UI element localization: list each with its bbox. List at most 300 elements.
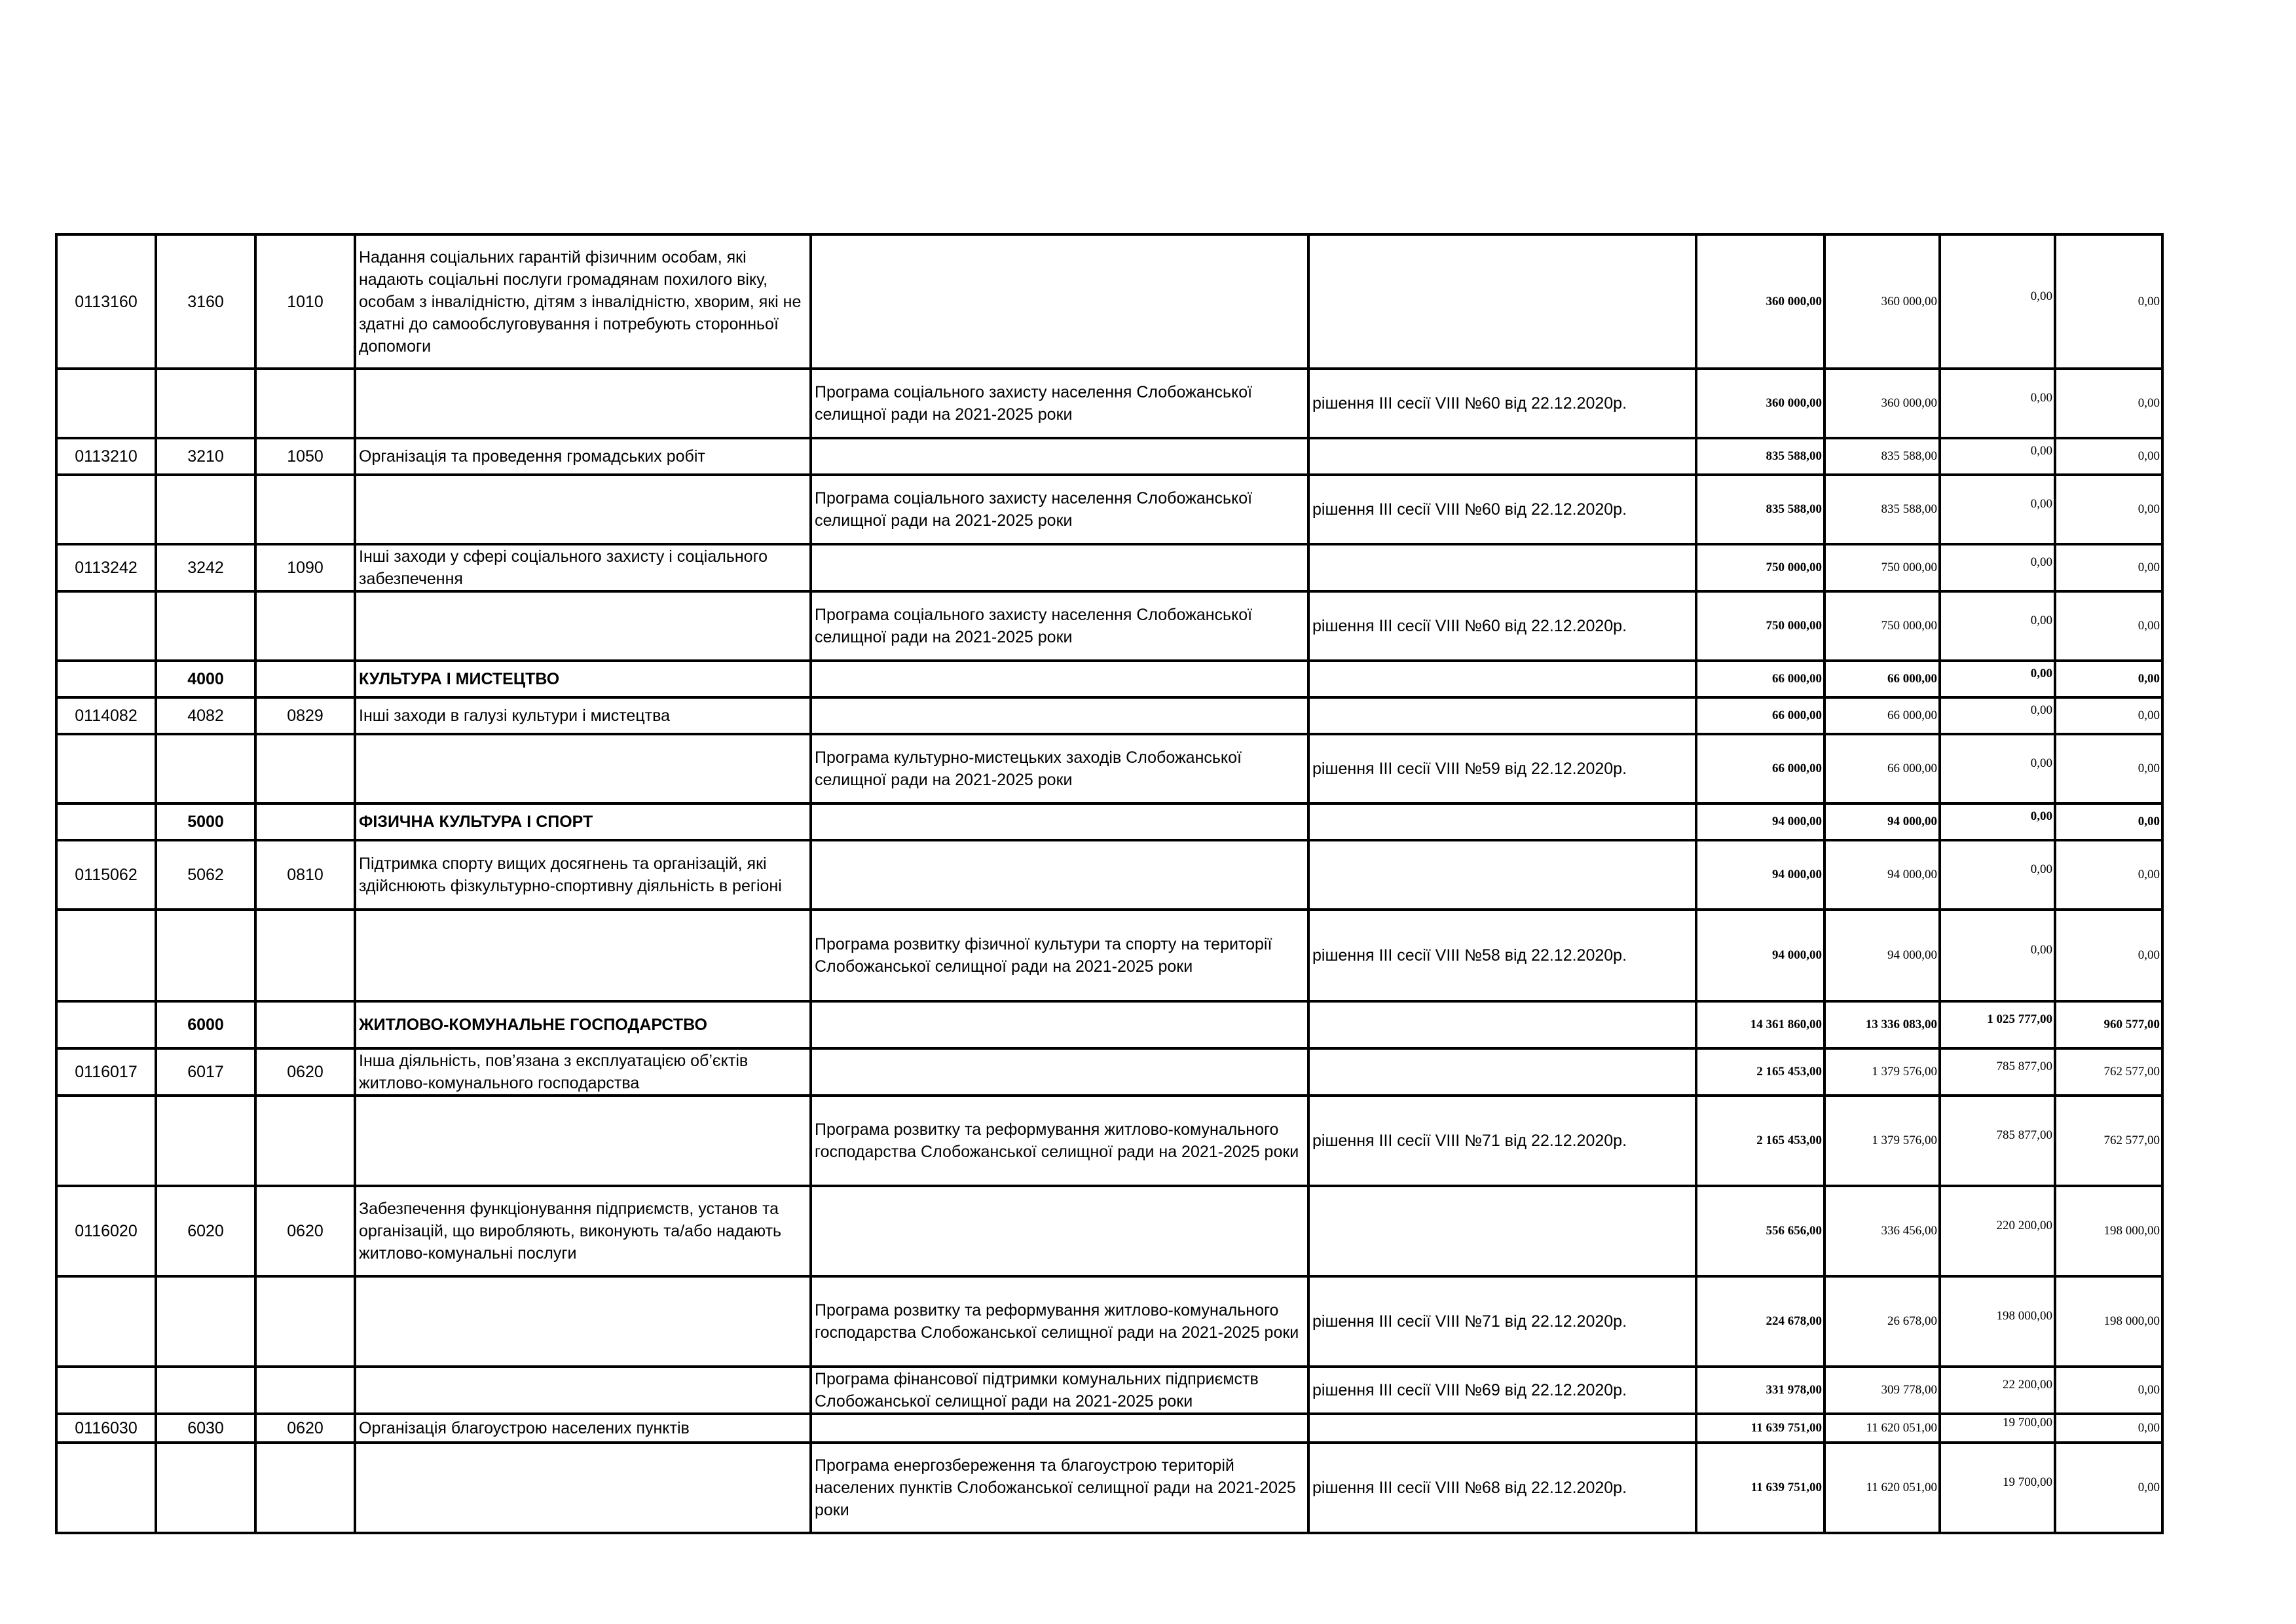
development-budget-cell: [2055, 1048, 2162, 1096]
special-fund-cell-value: 0,00: [2030, 497, 2052, 511]
programme-code-cell-value: 0114082: [75, 707, 138, 725]
name-cell: [355, 438, 811, 475]
decision-cell: [1308, 697, 1696, 734]
decision-cell: [1308, 1096, 1696, 1186]
development-budget-cell: [2055, 438, 2162, 475]
name-cell: [355, 1186, 811, 1276]
kfkv-code-cell: [255, 1443, 355, 1533]
kpkv-code-cell-value: 6000: [187, 1016, 224, 1034]
total-cell: [1696, 803, 1824, 840]
decision-cell: [1308, 591, 1696, 661]
general-fund-cell: [1824, 591, 1940, 661]
table-row: [56, 697, 2162, 734]
decision-cell-value: рішення ІІІ сесії VIII №71 від 22.12.2020р.: [1312, 1132, 1627, 1150]
table-row: [56, 910, 2162, 1001]
general-fund-cell-value: 360 000,00: [1881, 294, 1937, 308]
kfkv-code-cell-value: 1050: [287, 447, 324, 466]
programme-code-cell: [56, 1048, 156, 1096]
programme-code-cell: [56, 438, 156, 475]
total-cell: [1696, 697, 1824, 734]
kpkv-code-cell: [156, 1096, 255, 1186]
kpkv-code-cell: [156, 803, 255, 840]
decision-cell: [1308, 840, 1696, 910]
kpkv-code-cell: [156, 840, 255, 910]
general-fund-cell-value: 66 000,00: [1887, 672, 1937, 686]
table-row: [56, 803, 2162, 840]
name-cell-value: Організація благоустрою населених пунктів: [359, 1419, 690, 1437]
kfkv-code-cell-value: 0620: [287, 1063, 324, 1081]
kpkv-code-cell-value: 4000: [187, 670, 224, 688]
general-fund-cell: [1824, 234, 1940, 369]
program-cell: [811, 1096, 1308, 1186]
programme-code-cell: [56, 1001, 156, 1048]
total-cell-value: 2 165 453,00: [1756, 1134, 1822, 1147]
special-fund-cell-value: 785 877,00: [1996, 1060, 2052, 1073]
name-cell-value: ЖИТЛОВО-КОМУНАЛЬНЕ ГОСПОДАРСТВО: [359, 1016, 708, 1034]
program-cell: [811, 1443, 1308, 1533]
total-cell-value: 224 678,00: [1766, 1314, 1822, 1328]
development-budget-cell: [2055, 591, 2162, 661]
general-fund-cell: [1824, 1443, 1940, 1533]
development-budget-cell: [2055, 803, 2162, 840]
program-cell-value: Програма соціального захисту населення Слобожанської селищної ради на 2021-2025 роки: [815, 383, 1253, 424]
kfkv-code-cell: [255, 1367, 355, 1414]
table-row: [56, 1276, 2162, 1367]
general-fund-cell: [1824, 1367, 1940, 1414]
total-cell: [1696, 734, 1824, 803]
special-fund-cell-value: 0,00: [2030, 809, 2052, 823]
general-fund-cell-value: 66 000,00: [1887, 762, 1937, 775]
total-cell: [1696, 840, 1824, 910]
kfkv-code-cell-value: 0620: [287, 1419, 324, 1437]
general-fund-cell: [1824, 803, 1940, 840]
kpkv-code-cell-value: 6017: [187, 1063, 224, 1081]
general-fund-cell: [1824, 544, 1940, 591]
development-budget-cell: [2055, 234, 2162, 369]
program-cell-value: Програма розвитку та реформування житлово-комунального господарства Слобожанської селищної ради на 2021-2025 роки: [815, 1120, 1299, 1161]
general-fund-cell: [1824, 369, 1940, 438]
program-cell-value: Програма розвитку та реформування житлово-комунального господарства Слобожанської селищної ради на 2021-2025 роки: [815, 1301, 1299, 1342]
kfkv-code-cell: [255, 661, 355, 697]
programme-code-cell: [56, 1443, 156, 1533]
total-cell: [1696, 234, 1824, 369]
special-fund-cell: [1940, 1367, 2055, 1414]
program-cell: [811, 840, 1308, 910]
special-fund-cell: [1940, 234, 2055, 369]
development-budget-cell-value: 0,00: [2138, 672, 2160, 686]
special-fund-cell: [1940, 734, 2055, 803]
decision-cell: [1308, 910, 1696, 1001]
special-fund-cell-value: 0,00: [2030, 555, 2052, 569]
program-cell: [811, 1276, 1308, 1367]
kpkv-code-cell: [156, 1276, 255, 1367]
development-budget-cell-value: 0,00: [2138, 948, 2160, 962]
kfkv-code-cell: [255, 1001, 355, 1048]
name-cell-value: Підтримка спорту вищих досягнень та організацій, які здійснюють фізкультурно-спортивну діяльність в регіоні: [359, 855, 782, 895]
total-cell-value: 11 639 751,00: [1750, 1481, 1822, 1494]
name-cell: [355, 734, 811, 803]
program-cell: [811, 910, 1308, 1001]
kfkv-code-cell: [255, 1096, 355, 1186]
development-budget-cell: [2055, 840, 2162, 910]
total-cell-value: 14 361 860,00: [1750, 1018, 1822, 1031]
kfkv-code-cell: [255, 697, 355, 734]
name-cell: [355, 661, 811, 697]
development-budget-cell: [2055, 1186, 2162, 1276]
general-fund-cell-value: 94 000,00: [1887, 868, 1937, 881]
name-cell-value: КУЛЬТУРА І МИСТЕЦТВО: [359, 670, 560, 688]
total-cell: [1696, 1096, 1824, 1186]
program-cell-value: Програма фінансової підтримки комунальних підприємств Слобожанської селищної ради на 2021-2025 роки: [815, 1370, 1259, 1411]
program-cell-value: Програма соціального захисту населення Слобожанської селищної ради на 2021-2025 роки: [815, 489, 1253, 530]
special-fund-cell: [1940, 544, 2055, 591]
total-cell-value: 360 000,00: [1766, 396, 1822, 410]
program-cell: [811, 475, 1308, 544]
general-fund-cell: [1824, 1096, 1940, 1186]
general-fund-cell-value: 11 620 051,00: [1866, 1421, 1937, 1435]
total-cell: [1696, 544, 1824, 591]
kpkv-code-cell-value: 6030: [187, 1419, 224, 1437]
programme-code-cell: [56, 1414, 156, 1443]
table-row: [56, 1001, 2162, 1048]
general-fund-cell: [1824, 661, 1940, 697]
table-row: [56, 544, 2162, 591]
general-fund-cell: [1824, 1186, 1940, 1276]
development-budget-cell: [2055, 1096, 2162, 1186]
special-fund-cell: [1940, 803, 2055, 840]
special-fund-cell: [1940, 697, 2055, 734]
name-cell: [355, 1414, 811, 1443]
name-cell-value: Інша діяльність, пов’язана з експлуатацією об’єктів житлово-комунального господарства: [359, 1052, 749, 1092]
development-budget-cell-value: 762 577,00: [2103, 1134, 2160, 1147]
program-cell: [811, 234, 1308, 369]
decision-cell-value: рішення ІІІ сесії VIII №68 від 22.12.2020р.: [1312, 1479, 1627, 1497]
programme-code-cell-value: 0116030: [75, 1419, 138, 1437]
program-cell-value: Програма розвитку фізичної культури та спорту на території Слобожанської селищної ради на 2021-2025 роки: [815, 935, 1272, 976]
general-fund-cell: [1824, 910, 1940, 1001]
special-fund-cell: [1940, 591, 2055, 661]
general-fund-cell: [1824, 697, 1940, 734]
decision-cell-value: рішення ІІІ сесії VIII №59 від 22.12.2020р.: [1312, 760, 1627, 778]
total-cell-value: 835 588,00: [1766, 449, 1822, 463]
programme-code-cell: [56, 661, 156, 697]
special-fund-cell-value: 220 200,00: [1996, 1219, 2052, 1232]
decision-cell-value: рішення ІІІ сесії VIII №71 від 22.12.2020р.: [1312, 1312, 1627, 1331]
special-fund-cell-value: 0,00: [2030, 703, 2052, 717]
special-fund-cell-value: 0,00: [2030, 614, 2052, 627]
kfkv-code-cell: [255, 1276, 355, 1367]
kpkv-code-cell: [156, 1048, 255, 1096]
total-cell: [1696, 438, 1824, 475]
special-fund-cell: [1940, 1186, 2055, 1276]
kfkv-code-cell: [255, 591, 355, 661]
general-fund-cell-value: 13 336 083,00: [1865, 1018, 1937, 1031]
general-fund-cell-value: 336 456,00: [1881, 1224, 1937, 1238]
kfkv-code-cell-value: 0829: [287, 707, 324, 725]
development-budget-cell: [2055, 734, 2162, 803]
kfkv-code-cell: [255, 438, 355, 475]
program-cell: [811, 1001, 1308, 1048]
special-fund-cell-value: 0,00: [2030, 943, 2052, 957]
general-fund-cell-value: 835 588,00: [1881, 449, 1937, 463]
kpkv-code-cell: [156, 234, 255, 369]
program-cell-value: Програма енергозбереження та благоустрою територій населених пунктів Слобожанської селищної ради на 2021-2025 роки: [815, 1456, 1296, 1519]
programme-code-cell: [56, 1276, 156, 1367]
programme-code-cell: [56, 910, 156, 1001]
program-cell: [811, 1367, 1308, 1414]
programme-code-cell-value: 0113210: [75, 447, 138, 466]
development-budget-cell: [2055, 1001, 2162, 1048]
general-fund-cell-value: 66 000,00: [1887, 709, 1937, 722]
kpkv-code-cell: [156, 475, 255, 544]
development-budget-cell-value: 0,00: [2138, 868, 2160, 881]
total-cell-value: 750 000,00: [1766, 619, 1822, 633]
table-row: [56, 1367, 2162, 1414]
decision-cell: [1308, 1048, 1696, 1096]
decision-cell: [1308, 438, 1696, 475]
development-budget-cell-value: 762 577,00: [2103, 1065, 2160, 1079]
decision-cell: [1308, 803, 1696, 840]
total-cell-value: 11 639 751,00: [1750, 1421, 1822, 1435]
kfkv-code-cell: [255, 910, 355, 1001]
general-fund-cell: [1824, 840, 1940, 910]
decision-cell: [1308, 1186, 1696, 1276]
special-fund-cell: [1940, 369, 2055, 438]
development-budget-cell: [2055, 544, 2162, 591]
kfkv-code-cell: [255, 234, 355, 369]
development-budget-cell-value: 0,00: [2138, 1421, 2160, 1435]
special-fund-cell-value: 0,00: [2030, 289, 2052, 303]
total-cell-value: 2 165 453,00: [1756, 1065, 1822, 1079]
name-cell: [355, 803, 811, 840]
decision-cell: [1308, 1414, 1696, 1443]
table-row: [56, 1443, 2162, 1533]
general-fund-cell-value: 1 379 576,00: [1872, 1134, 1937, 1147]
name-cell: [355, 1001, 811, 1048]
special-fund-cell: [1940, 438, 2055, 475]
general-fund-cell-value: 309 778,00: [1881, 1383, 1937, 1397]
special-fund-cell-value: 198 000,00: [1996, 1309, 2052, 1323]
kpkv-code-cell: [156, 438, 255, 475]
name-cell: [355, 1096, 811, 1186]
special-fund-cell: [1940, 1414, 2055, 1443]
program-cell-value: Програма культурно-мистецьких заходів Слобожанської селищної ради на 2021-2025 роки: [815, 748, 1242, 789]
total-cell: [1696, 1186, 1824, 1276]
general-fund-cell-value: 26 678,00: [1887, 1314, 1937, 1328]
kpkv-code-cell: [156, 1186, 255, 1276]
decision-cell: [1308, 734, 1696, 803]
name-cell-value: Організація та проведення громадських робіт: [359, 447, 705, 466]
special-fund-cell: [1940, 475, 2055, 544]
kpkv-code-cell-value: 3160: [187, 292, 224, 311]
kfkv-code-cell-value: 0620: [287, 1222, 324, 1240]
kpkv-code-cell: [156, 544, 255, 591]
total-cell-value: 66 000,00: [1772, 709, 1822, 722]
program-cell: [811, 661, 1308, 697]
decision-cell: [1308, 661, 1696, 697]
decision-cell: [1308, 234, 1696, 369]
name-cell-value: Інші заходи у сфері соціального захисту і соціального забезпечення: [359, 547, 768, 588]
kfkv-code-cell-value: 1090: [287, 559, 324, 577]
decision-cell: [1308, 369, 1696, 438]
total-cell: [1696, 1276, 1824, 1367]
name-cell: [355, 369, 811, 438]
kpkv-code-cell: [156, 661, 255, 697]
decision-cell: [1308, 475, 1696, 544]
kpkv-code-cell: [156, 1367, 255, 1414]
total-cell-value: 94 000,00: [1772, 815, 1822, 828]
decision-cell: [1308, 544, 1696, 591]
programme-code-cell-value: 0113160: [75, 292, 138, 311]
table-row: [56, 1186, 2162, 1276]
kpkv-code-cell: [156, 734, 255, 803]
development-budget-cell: [2055, 697, 2162, 734]
program-cell: [811, 803, 1308, 840]
development-budget-cell-value: 198 000,00: [2103, 1224, 2160, 1238]
total-cell: [1696, 475, 1824, 544]
name-cell-value: Надання соціальних гарантій фізичним особам, які надають соціальні послуги громадянам похилого віку, особам з інвалідністю, дітям з інвалідністю, хворим, які не здатні до самообслуговування і потребують сторонньої допомоги: [359, 248, 802, 356]
development-budget-cell-value: 198 000,00: [2103, 1314, 2160, 1328]
decision-cell: [1308, 1276, 1696, 1367]
table-row: [56, 1414, 2162, 1443]
general-fund-cell-value: 360 000,00: [1881, 396, 1937, 410]
decision-cell: [1308, 1367, 1696, 1414]
budget-programs-table: [55, 233, 2164, 1534]
total-cell: [1696, 1048, 1824, 1096]
name-cell: [355, 591, 811, 661]
table-row: [56, 661, 2162, 697]
special-fund-cell-value: 19 700,00: [2003, 1475, 2052, 1489]
total-cell-value: 66 000,00: [1772, 672, 1822, 686]
program-cell: [811, 1186, 1308, 1276]
special-fund-cell: [1940, 1443, 2055, 1533]
total-cell-value: 66 000,00: [1772, 762, 1822, 775]
total-cell-value: 835 588,00: [1766, 502, 1822, 516]
programme-code-cell: [56, 369, 156, 438]
table-row: [56, 234, 2162, 369]
name-cell: [355, 1276, 811, 1367]
total-cell-value: 556 656,00: [1766, 1224, 1822, 1238]
kpkv-code-cell: [156, 591, 255, 661]
kpkv-code-cell: [156, 697, 255, 734]
name-cell: [355, 234, 811, 369]
decision-cell-value: рішення ІІІ сесії VIII №58 від 22.12.2020р.: [1312, 946, 1627, 965]
special-fund-cell-value: 0,00: [2030, 862, 2052, 876]
table-row: [56, 734, 2162, 803]
special-fund-cell-value: 0,00: [2030, 756, 2052, 770]
table-row: [56, 1096, 2162, 1186]
kpkv-code-cell: [156, 910, 255, 1001]
name-cell: [355, 840, 811, 910]
table-row: [56, 591, 2162, 661]
general-fund-cell-value: 94 000,00: [1887, 815, 1937, 828]
special-fund-cell: [1940, 1001, 2055, 1048]
special-fund-cell-value: 0,00: [2030, 667, 2052, 680]
program-cell: [811, 369, 1308, 438]
general-fund-cell-value: 11 620 051,00: [1866, 1481, 1937, 1494]
kpkv-code-cell-value: 4082: [187, 707, 224, 725]
decision-cell-value: рішення ІІІ сесії VIII №60 від 22.12.2020р.: [1312, 617, 1627, 635]
special-fund-cell-value: 1 025 777,00: [1987, 1012, 2052, 1026]
general-fund-cell: [1824, 734, 1940, 803]
name-cell-value: Забезпечення функціонування підприємств, установ та організацій, що виробляють, виконують та/або надають житлово-комунальні послуги: [359, 1200, 782, 1263]
kfkv-code-cell: [255, 840, 355, 910]
kpkv-code-cell-value: 5000: [187, 813, 224, 831]
development-budget-cell: [2055, 369, 2162, 438]
development-budget-cell-value: 0,00: [2138, 294, 2160, 308]
decision-cell: [1308, 1443, 1696, 1533]
development-budget-cell-value: 960 577,00: [2103, 1018, 2160, 1031]
special-fund-cell: [1940, 1276, 2055, 1367]
total-cell: [1696, 1414, 1824, 1443]
development-budget-cell-value: 0,00: [2138, 449, 2160, 463]
total-cell: [1696, 1443, 1824, 1533]
programme-code-cell: [56, 840, 156, 910]
programme-code-cell-value: 0116020: [75, 1222, 138, 1240]
programme-code-cell: [56, 1186, 156, 1276]
name-cell: [355, 910, 811, 1001]
programme-code-cell: [56, 734, 156, 803]
development-budget-cell: [2055, 661, 2162, 697]
kpkv-code-cell: [156, 1443, 255, 1533]
programme-code-cell-value: 0115062: [75, 866, 138, 884]
table-row: [56, 475, 2162, 544]
programme-code-cell-value: 0113242: [75, 559, 138, 577]
development-budget-cell-value: 0,00: [2138, 762, 2160, 775]
general-fund-cell: [1824, 475, 1940, 544]
table-row: [56, 369, 2162, 438]
general-fund-cell-value: 94 000,00: [1887, 948, 1937, 962]
kfkv-code-cell: [255, 369, 355, 438]
development-budget-cell-value: 0,00: [2138, 815, 2160, 828]
programme-code-cell: [56, 234, 156, 369]
decision-cell-value: рішення ІІІ сесії VIII №60 від 22.12.2020р.: [1312, 500, 1627, 519]
general-fund-cell: [1824, 1001, 1940, 1048]
programme-code-cell: [56, 697, 156, 734]
total-cell-value: 331 978,00: [1766, 1383, 1822, 1397]
program-cell: [811, 544, 1308, 591]
total-cell: [1696, 1367, 1824, 1414]
program-cell: [811, 1048, 1308, 1096]
kpkv-code-cell-value: 3210: [187, 447, 224, 466]
development-budget-cell-value: 0,00: [2138, 561, 2160, 574]
general-fund-cell-value: 750 000,00: [1881, 619, 1937, 633]
general-fund-cell-value: 750 000,00: [1881, 561, 1937, 574]
total-cell: [1696, 591, 1824, 661]
special-fund-cell-value: 22 200,00: [2003, 1378, 2052, 1392]
kpkv-code-cell-value: 6020: [187, 1222, 224, 1240]
total-cell: [1696, 910, 1824, 1001]
kfkv-code-cell: [255, 1048, 355, 1096]
general-fund-cell: [1824, 1276, 1940, 1367]
name-cell: [355, 1367, 811, 1414]
program-cell-value: Програма соціального захисту населення Слобожанської селищної ради на 2021-2025 роки: [815, 606, 1253, 646]
program-cell: [811, 438, 1308, 475]
program-cell: [811, 697, 1308, 734]
kpkv-code-cell: [156, 369, 255, 438]
general-fund-cell-value: 835 588,00: [1881, 502, 1937, 516]
development-budget-cell: [2055, 1443, 2162, 1533]
kfkv-code-cell: [255, 544, 355, 591]
programme-code-cell: [56, 475, 156, 544]
program-cell: [811, 734, 1308, 803]
development-budget-cell: [2055, 1276, 2162, 1367]
total-cell-value: 360 000,00: [1766, 294, 1822, 308]
special-fund-cell-value: 19 700,00: [2003, 1416, 2052, 1430]
table-row: [56, 438, 2162, 475]
total-cell-value: 94 000,00: [1772, 948, 1822, 962]
name-cell: [355, 1048, 811, 1096]
